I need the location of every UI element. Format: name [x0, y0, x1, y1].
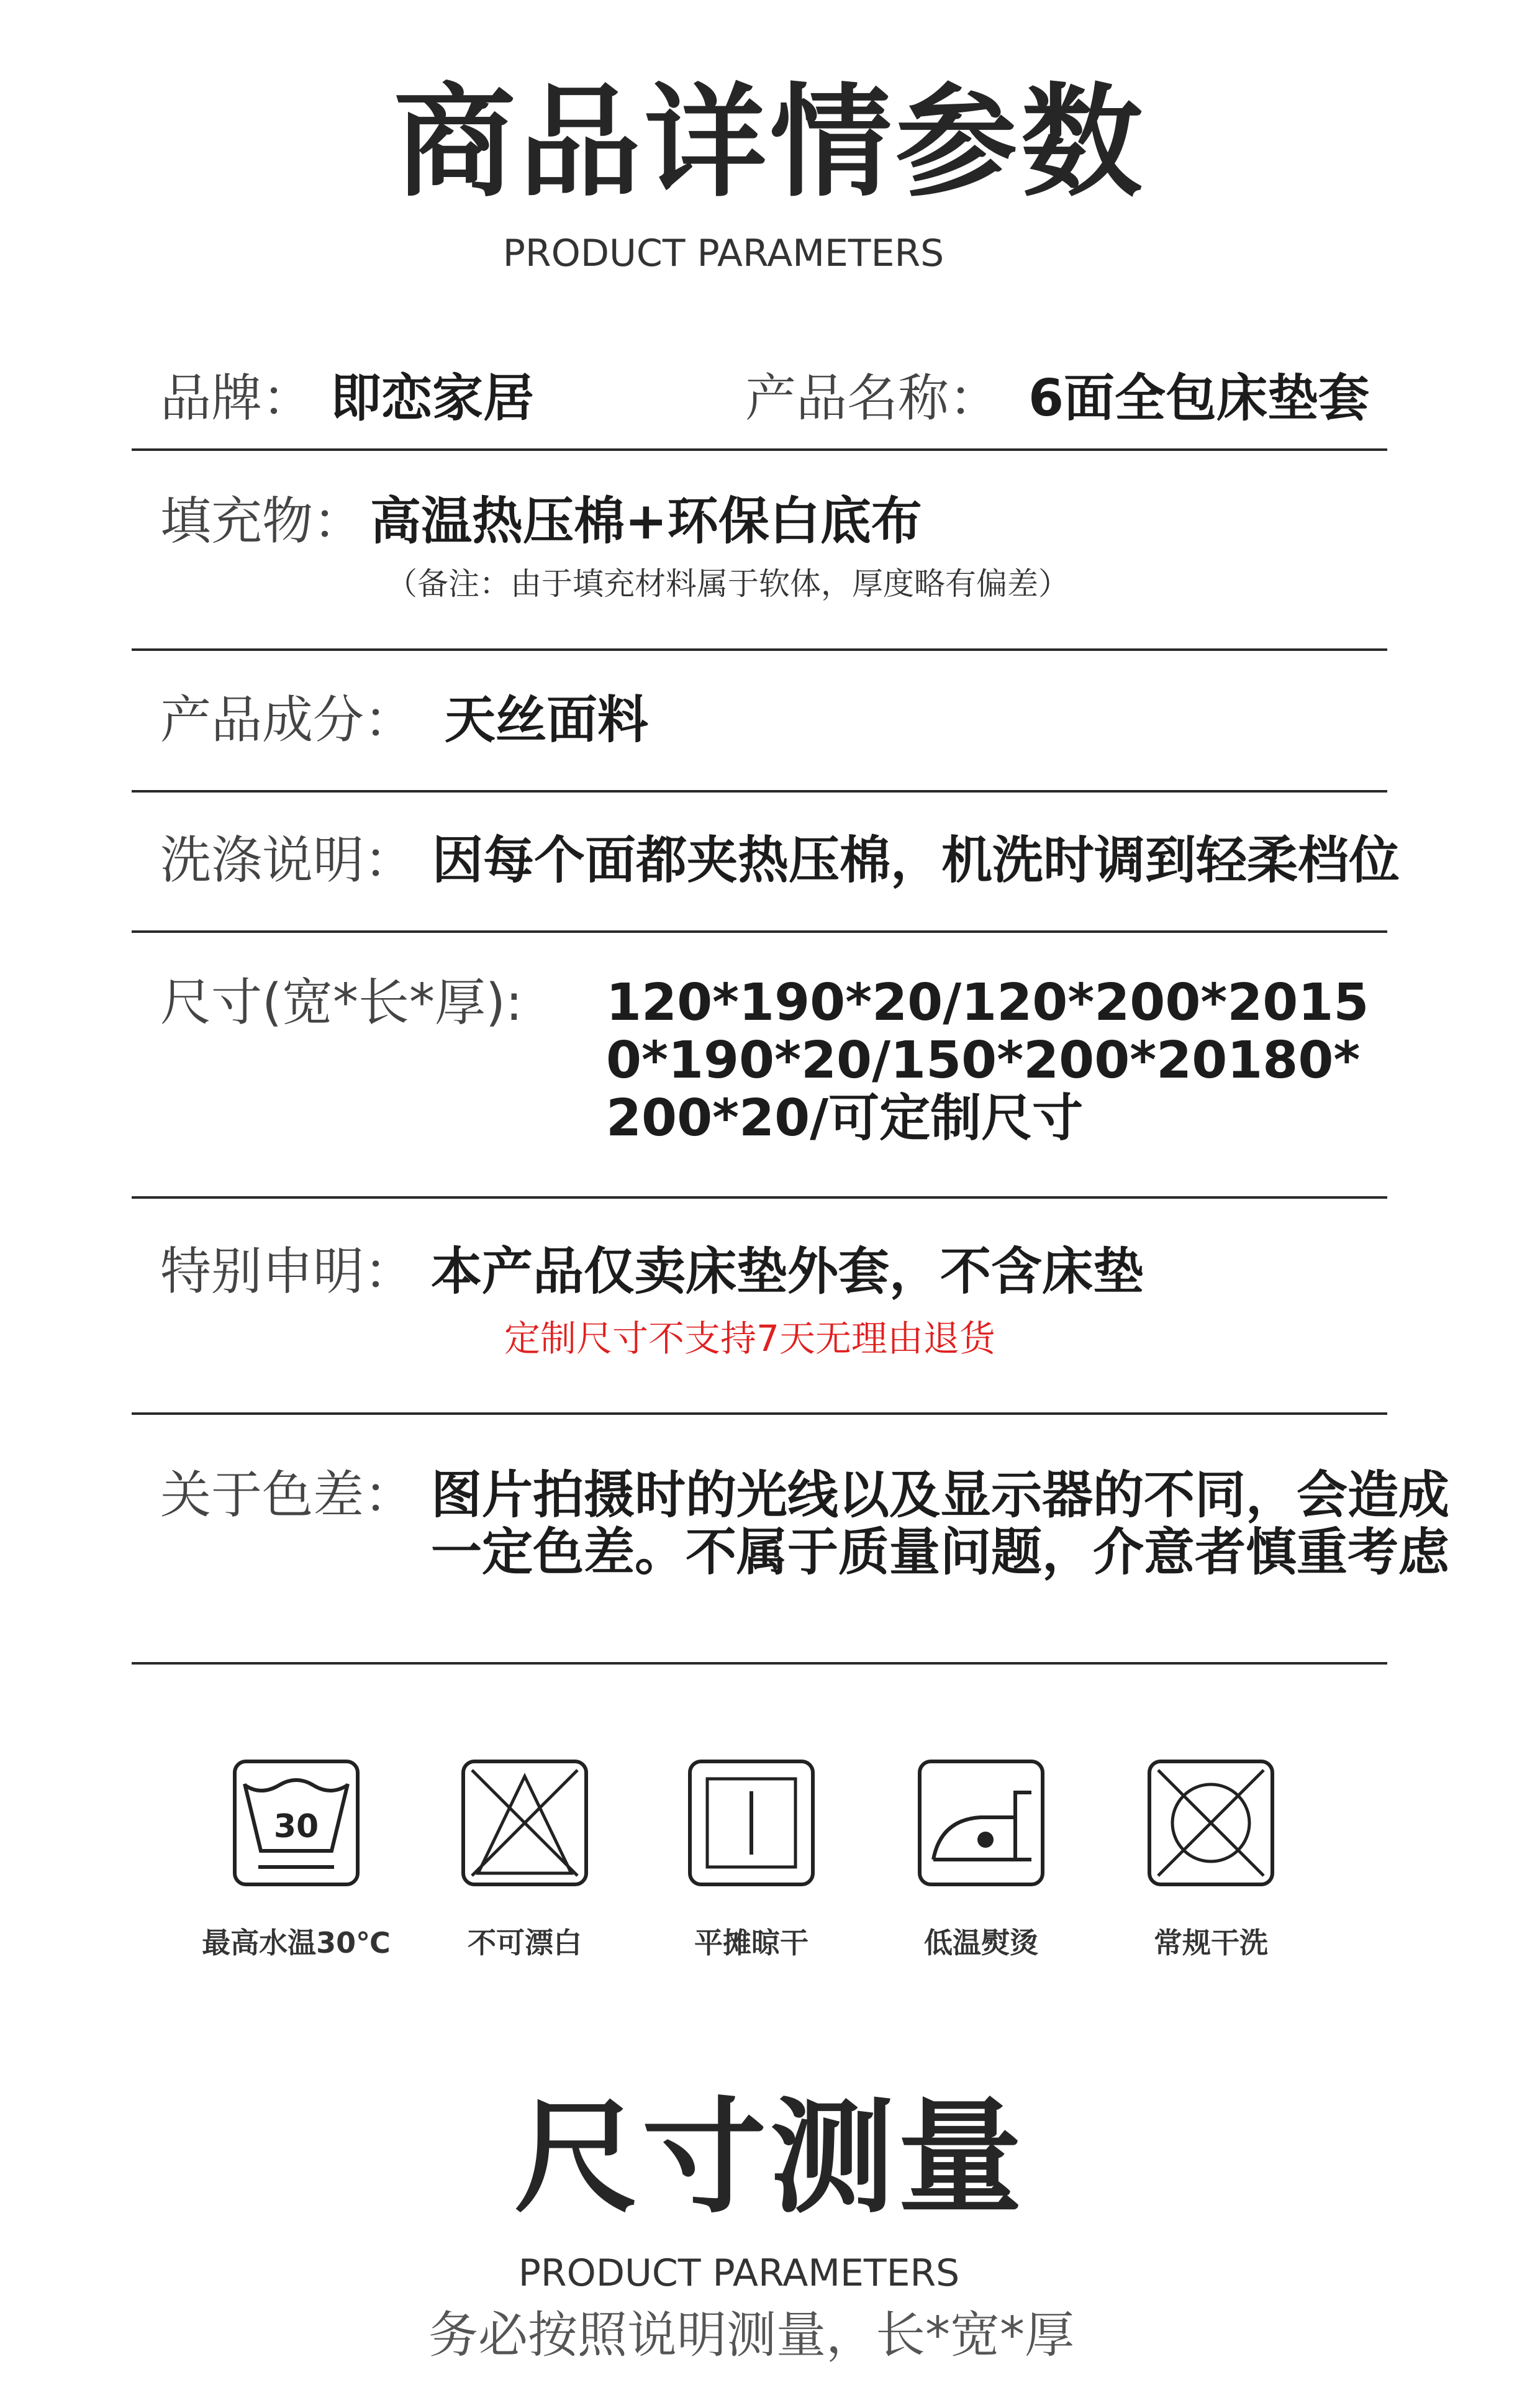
- iron-low-icon: [916, 1758, 1046, 1888]
- svg-text:30: 30: [273, 1808, 319, 1845]
- special-note: 定制尺寸不支持7天无理由退货: [504, 1317, 995, 1360]
- divider: [132, 448, 1387, 451]
- divider: [132, 1196, 1387, 1199]
- page-subtitle: PRODUCT PARAMETERS: [502, 232, 944, 275]
- dry-clean-icon: [1146, 1758, 1276, 1888]
- wash-value: 因每个面都夹热压棉，机洗时调到轻柔档位: [432, 831, 1400, 890]
- brand-label: 品牌：: [160, 369, 314, 428]
- divider: [132, 1662, 1387, 1665]
- divider: [132, 1412, 1387, 1415]
- page-title: 商品详情参数: [393, 72, 1146, 214]
- filling-value: 高温热压棉+环保白底布: [370, 492, 922, 551]
- composition-value: 天丝面料: [445, 691, 649, 750]
- measure-title: 尺寸测量: [514, 2086, 1026, 2230]
- measure-instruction: 务必按照说明测量，长*宽*厚: [428, 2306, 1074, 2364]
- wash-label: 洗涤说明：: [160, 831, 415, 890]
- no-bleach-label: 不可漂白: [468, 1926, 582, 1960]
- product-name-label: 产品名称：: [745, 369, 1000, 428]
- divider: [132, 648, 1387, 651]
- product-name-value: 6面全包床垫套: [1028, 369, 1370, 428]
- dry-flat-icon: [686, 1758, 817, 1888]
- measure-subtitle: PRODUCT PARAMETERS: [518, 2251, 960, 2295]
- size-line-2: 0*190*20/150*200*20180*: [606, 1031, 1361, 1090]
- special-label: 特别申明：: [160, 1242, 415, 1301]
- size-label: 尺寸(宽*长*厚):: [160, 973, 523, 1032]
- brand-value: 即恋家居: [330, 369, 535, 428]
- wash-30-label: 最高水温30℃: [202, 1926, 391, 1960]
- filling-note: （备注：由于填充材料属于软体，厚度略有偏差）: [386, 566, 1069, 602]
- wash-30-icon: [231, 1758, 361, 1888]
- size-line-3: 200*20/可定制尺寸: [606, 1089, 1084, 1148]
- filling-label: 填充物：: [160, 492, 365, 551]
- dry-clean-label: 常规干洗: [1154, 1926, 1268, 1960]
- color-label: 关于色差：: [160, 1466, 415, 1525]
- dry-flat-label: 平摊晾干: [694, 1926, 808, 1960]
- special-value: 本产品仅卖床垫外套，不含床垫: [431, 1242, 1144, 1301]
- iron-low-label: 低温熨烫: [924, 1926, 1038, 1960]
- size-line-1: 120*190*20/120*200*2015: [606, 973, 1369, 1032]
- no-bleach-icon: [460, 1758, 590, 1888]
- color-line-1: 图片拍摄时的光线以及显示器的不同，会造成: [431, 1466, 1450, 1525]
- composition-label: 产品成分：: [160, 691, 415, 750]
- divider: [132, 790, 1387, 793]
- color-line-2: 一定色差。不属于质量问题，介意者慎重考虑: [431, 1523, 1450, 1582]
- divider: [132, 930, 1387, 933]
